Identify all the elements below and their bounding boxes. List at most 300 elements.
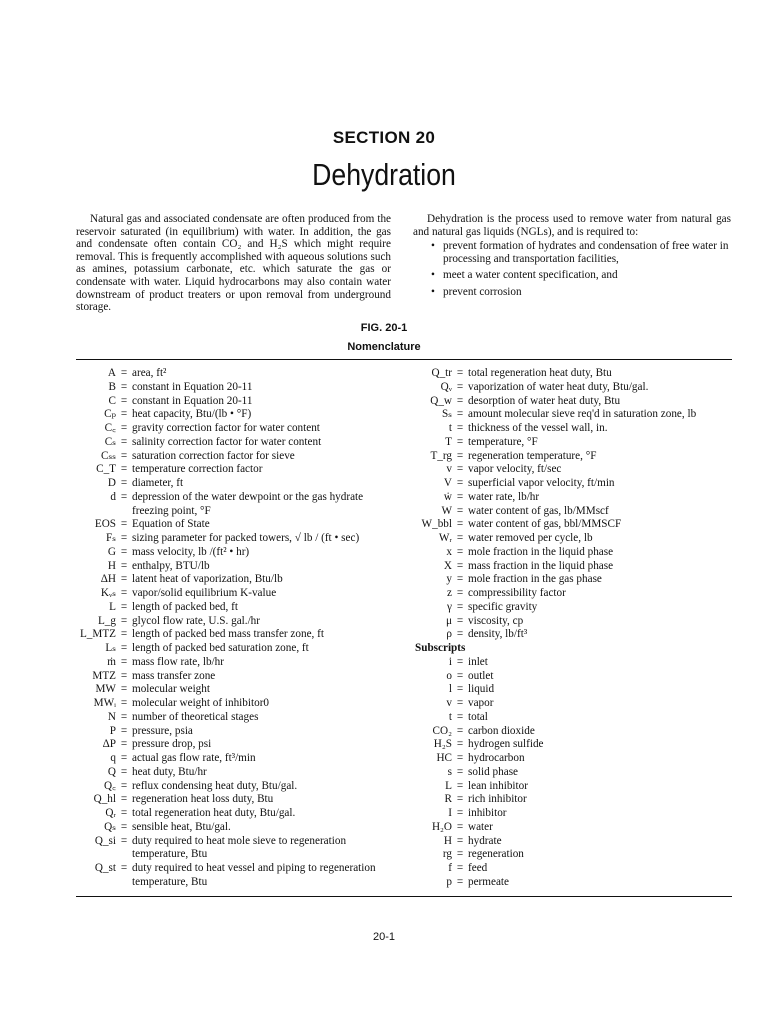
nomenclature-row bbox=[412, 395, 732, 409]
nomenclature-row bbox=[76, 436, 392, 450]
symbol: γ bbox=[447, 600, 452, 613]
definition: duty required to heat mole sieve to regeneration temperature, Btu bbox=[132, 834, 347, 861]
definition: desorption of water heat duty, Btu bbox=[468, 394, 621, 407]
definition: temperature correction factor bbox=[132, 463, 263, 476]
symbol: B bbox=[108, 380, 116, 393]
symbol: W bbox=[441, 504, 452, 517]
symbol: ΔH bbox=[100, 573, 116, 586]
equals-sign: = bbox=[120, 710, 128, 723]
nomenclature-row bbox=[76, 546, 392, 560]
equals-sign: = bbox=[120, 683, 128, 696]
symbol: X bbox=[443, 559, 452, 572]
nomenclature-row bbox=[76, 683, 392, 697]
figure-label: FIG. 20-1 bbox=[360, 322, 408, 334]
definition: molecular weight bbox=[132, 683, 210, 696]
equals-sign: = bbox=[456, 697, 464, 709]
equals-sign: = bbox=[456, 449, 464, 462]
intro-paragraph-right: Dehydration is the process used to remove water from natural gas and natural gas liquids (NGLs), and is required to: bbox=[413, 213, 731, 238]
nomenclature-row bbox=[412, 807, 732, 821]
symbol: MW bbox=[95, 683, 116, 696]
symbol: Q_si bbox=[94, 834, 116, 847]
equals-sign: = bbox=[120, 862, 128, 874]
definition: duty required to heat vessel and piping to regeneration temperature, Btu bbox=[132, 862, 376, 888]
nomenclature-row bbox=[76, 862, 392, 890]
nomenclature-row bbox=[76, 628, 392, 642]
symbol: T_rg bbox=[430, 449, 452, 462]
nomenclature-row bbox=[412, 601, 732, 615]
symbol: CO₂ bbox=[432, 724, 452, 737]
symbol: L bbox=[445, 779, 452, 792]
definition: heat capacity, Btu/(lb • °F) bbox=[132, 408, 252, 421]
symbol: R bbox=[444, 793, 452, 806]
definition: specific gravity bbox=[468, 600, 538, 613]
equals-sign: = bbox=[120, 614, 128, 627]
nomenclature-row bbox=[76, 752, 392, 766]
nomenclature-row bbox=[412, 463, 732, 477]
nomenclature-row bbox=[412, 422, 732, 436]
definition: mass transfer zone bbox=[132, 669, 216, 682]
equals-sign: = bbox=[456, 545, 464, 558]
nomenclature-row bbox=[76, 642, 392, 656]
nomenclature-row bbox=[412, 628, 732, 642]
nomenclature-row bbox=[76, 491, 392, 519]
definition: total bbox=[468, 710, 488, 723]
definition: salinity correction factor for water content bbox=[132, 435, 322, 448]
equals-sign: = bbox=[120, 532, 128, 544]
definition: liquid bbox=[468, 683, 495, 696]
equals-sign: = bbox=[456, 793, 464, 806]
symbol: Qᵥ bbox=[440, 380, 452, 393]
equals-sign: = bbox=[120, 587, 128, 599]
nomenclature-row bbox=[76, 821, 392, 835]
definition: mole fraction in the liquid phase bbox=[468, 545, 614, 558]
equals-sign: = bbox=[120, 573, 128, 586]
symbol: C bbox=[108, 394, 116, 407]
nomenclature-row bbox=[76, 395, 392, 409]
nomenclature-row bbox=[412, 477, 732, 491]
section-label: SECTION 20 bbox=[332, 128, 436, 147]
equals-sign: = bbox=[120, 669, 128, 682]
definition: Equation of State bbox=[132, 518, 210, 531]
symbol: L_MTZ bbox=[79, 628, 116, 641]
definition: permeate bbox=[468, 875, 509, 888]
nomenclature-row bbox=[412, 711, 732, 725]
list-item: • prevent formation of hydrates and condensation of free water in processing and transportation facilities, bbox=[443, 240, 731, 265]
equals-sign: = bbox=[120, 463, 128, 476]
nomenclature-row bbox=[412, 697, 732, 711]
nomenclature-row bbox=[76, 697, 392, 711]
definition: sensible heat, Btu/gal. bbox=[132, 820, 231, 833]
definition: gravity correction factor for water content bbox=[132, 422, 320, 434]
definition: hydrate bbox=[468, 834, 502, 847]
symbol: q bbox=[110, 752, 116, 764]
equals-sign: = bbox=[120, 408, 128, 421]
nomenclature-right-list bbox=[412, 367, 732, 642]
definition: regeneration heat loss duty, Btu bbox=[132, 793, 274, 806]
definition: inlet bbox=[468, 655, 488, 668]
equals-sign: = bbox=[120, 793, 128, 806]
definition: mass fraction in the liquid phase bbox=[468, 559, 614, 572]
nomenclature-row bbox=[412, 766, 732, 780]
subscripts-heading: Subscripts bbox=[415, 642, 466, 654]
definition: water content of gas, lb/MMscf bbox=[468, 504, 609, 517]
table-bottom-rule bbox=[76, 896, 732, 897]
definition: mass velocity, lb /(ft² • hr) bbox=[132, 545, 250, 558]
definition: mole fraction in the gas phase bbox=[468, 573, 602, 586]
nomenclature-row bbox=[76, 573, 392, 587]
nomenclature-row bbox=[412, 408, 732, 422]
equals-sign: = bbox=[456, 490, 464, 503]
definition: reflux condensing heat duty, Btu/gal. bbox=[132, 779, 298, 792]
definition: hydrocarbon bbox=[468, 752, 525, 764]
equals-sign: = bbox=[456, 834, 464, 847]
list-item: • meet a water content specification, and bbox=[443, 269, 731, 282]
nomenclature-row bbox=[412, 491, 732, 505]
symbol: ρ bbox=[446, 628, 452, 641]
nomenclature-row bbox=[76, 615, 392, 629]
symbol: μ bbox=[446, 614, 452, 627]
equals-sign: = bbox=[120, 820, 128, 833]
definition: outlet bbox=[468, 669, 494, 682]
nomenclature-row bbox=[76, 422, 392, 436]
equals-sign: = bbox=[120, 600, 128, 613]
definition: water content of gas, bbl/MMSCF bbox=[468, 518, 622, 531]
nomenclature-row bbox=[76, 367, 392, 381]
symbol: d bbox=[110, 490, 116, 503]
nomenclature-row bbox=[412, 367, 732, 381]
nomenclature-row bbox=[412, 546, 732, 560]
definition: length of packed bed saturation zone, ft bbox=[132, 642, 309, 654]
nomenclature-row bbox=[76, 477, 392, 491]
equals-sign: = bbox=[456, 614, 464, 627]
definition: rich inhibitor bbox=[468, 793, 527, 806]
definition: solid phase bbox=[468, 765, 519, 778]
symbol: z bbox=[447, 587, 452, 599]
equals-sign: = bbox=[456, 752, 464, 764]
nomenclature-row bbox=[76, 656, 392, 670]
equals-sign: = bbox=[456, 628, 464, 641]
symbol: x bbox=[446, 545, 452, 558]
definition: depression of the water dewpoint or the gas hydrate freezing point, °F bbox=[132, 490, 364, 517]
nomenclature-row bbox=[412, 862, 732, 876]
nomenclature-row bbox=[76, 532, 392, 546]
equals-sign: = bbox=[120, 449, 128, 462]
definition: vapor bbox=[468, 697, 494, 709]
equals-sign: = bbox=[120, 834, 128, 847]
symbol: v bbox=[446, 697, 452, 709]
nomenclature-row bbox=[412, 752, 732, 766]
symbol: Q_st bbox=[94, 862, 116, 874]
equals-sign: = bbox=[120, 752, 128, 764]
nomenclature-row bbox=[412, 670, 732, 684]
symbol: V bbox=[443, 477, 452, 489]
equals-sign: = bbox=[120, 697, 128, 709]
definition: actual gas flow rate, ft³/min bbox=[132, 752, 256, 764]
symbol: MWᵢ bbox=[93, 697, 116, 709]
definition: water removed per cycle, lb bbox=[468, 532, 593, 544]
symbol: v bbox=[446, 463, 452, 476]
symbol: o bbox=[446, 669, 452, 682]
definition: mass flow rate, lb/hr bbox=[132, 655, 224, 668]
symbol: Cₛₛ bbox=[100, 449, 116, 462]
symbol: P bbox=[109, 724, 116, 737]
equals-sign: = bbox=[120, 518, 128, 531]
definition: pressure drop, psi bbox=[132, 738, 212, 751]
definition: glycol flow rate, U.S. gal./hr bbox=[132, 614, 261, 627]
symbol: L_g bbox=[97, 614, 116, 627]
equals-sign: = bbox=[120, 422, 128, 434]
equals-sign: = bbox=[120, 477, 128, 489]
symbol: D bbox=[107, 477, 116, 489]
intro-right-block bbox=[413, 213, 731, 303]
symbol: G bbox=[107, 545, 116, 558]
nomenclature-row bbox=[76, 670, 392, 684]
equals-sign: = bbox=[456, 559, 464, 572]
requirements-list bbox=[413, 240, 731, 298]
equals-sign: = bbox=[456, 422, 464, 434]
nomenclature-row bbox=[412, 793, 732, 807]
equals-sign: = bbox=[120, 435, 128, 448]
nomenclature-row bbox=[76, 807, 392, 821]
definition: vapor velocity, ft/sec bbox=[468, 463, 562, 476]
symbol: t bbox=[448, 422, 452, 434]
equals-sign: = bbox=[120, 779, 128, 792]
definition: density, lb/ft³ bbox=[468, 628, 528, 641]
nomenclature-row bbox=[412, 450, 732, 464]
nomenclature-row bbox=[76, 738, 392, 752]
definition: vaporization of water heat duty, Btu/gal. bbox=[468, 380, 649, 393]
equals-sign: = bbox=[456, 848, 464, 861]
equals-sign: = bbox=[456, 380, 464, 393]
definition: amount molecular sieve req'd in saturation zone, lb bbox=[468, 408, 697, 421]
symbol: L bbox=[109, 600, 116, 613]
equals-sign: = bbox=[120, 394, 128, 407]
symbol: Q_tr bbox=[431, 367, 452, 379]
equals-sign: = bbox=[456, 394, 464, 407]
definition: viscosity, cp bbox=[468, 614, 524, 627]
symbol: C_T bbox=[96, 463, 116, 476]
symbol: Kᵥₛ bbox=[100, 587, 116, 599]
symbol: I bbox=[448, 807, 452, 819]
nomenclature-row bbox=[412, 615, 732, 629]
nomenclature-row bbox=[412, 821, 732, 835]
symbol: T bbox=[445, 435, 452, 448]
intro-paragraph-left: Natural gas and associated condensate are often produced from the reservoir saturated (in equilibrium) with water. In addition, the gas and condensate often contain CO₂ and H₂S which might require removal. This is frequently accomplished with aqueous solutions such as amines, potassium carbonate, etc. which saturate the gas or condensate with water. Liquid hydrocarbons may also contain water downstream of product treaters or upon removal from underground storage. bbox=[76, 213, 391, 314]
definition: area, ft² bbox=[132, 367, 167, 379]
equals-sign: = bbox=[120, 724, 128, 737]
page-number: 20-1 bbox=[372, 931, 396, 943]
nomenclature-row bbox=[76, 601, 392, 615]
equals-sign: = bbox=[456, 408, 464, 421]
equals-sign: = bbox=[456, 518, 464, 531]
symbol: rg bbox=[442, 848, 452, 861]
symbol: Sₛ bbox=[442, 408, 452, 421]
nomenclature-row bbox=[76, 450, 392, 464]
nomenclature-row bbox=[412, 725, 732, 739]
definition: thickness of the vessel wall, in. bbox=[468, 422, 608, 434]
definition: length of packed bed mass transfer zone, ft bbox=[132, 628, 324, 641]
page-title: Dehydration bbox=[312, 157, 456, 192]
equals-sign: = bbox=[456, 820, 464, 833]
nomenclature-row bbox=[76, 587, 392, 601]
symbol: Fₛ bbox=[106, 532, 116, 544]
equals-sign: = bbox=[456, 532, 464, 544]
definition: saturation correction factor for sieve bbox=[132, 449, 295, 462]
definition: water bbox=[468, 820, 493, 833]
definition: temperature, °F bbox=[468, 435, 538, 448]
equals-sign: = bbox=[120, 738, 128, 751]
nomenclature-row bbox=[412, 848, 732, 862]
definition: diameter, ft bbox=[132, 477, 184, 489]
definition: inhibitor bbox=[468, 807, 507, 819]
nomenclature-left-column bbox=[76, 367, 392, 890]
nomenclature-right-column bbox=[412, 367, 732, 890]
nomenclature-row bbox=[76, 463, 392, 477]
equals-sign: = bbox=[456, 875, 464, 888]
definition: water rate, lb/hr bbox=[468, 490, 540, 503]
equals-sign: = bbox=[120, 367, 128, 379]
nomenclature-row bbox=[412, 436, 732, 450]
nomenclature-row bbox=[76, 725, 392, 739]
symbol: Q_w bbox=[430, 394, 452, 407]
definition: total regeneration heat duty, Btu/gal. bbox=[132, 807, 296, 819]
definition: regeneration bbox=[468, 848, 524, 861]
definition: pressure, psia bbox=[132, 724, 193, 737]
nomenclature-row bbox=[76, 780, 392, 794]
symbol: Q_hl bbox=[93, 793, 116, 806]
nomenclature-row bbox=[76, 793, 392, 807]
equals-sign: = bbox=[456, 807, 464, 819]
equals-sign: = bbox=[456, 573, 464, 586]
nomenclature-row bbox=[412, 573, 732, 587]
nomenclature-row bbox=[76, 835, 392, 863]
equals-sign: = bbox=[120, 490, 128, 503]
figure-caption: Nomenclature bbox=[347, 341, 421, 353]
equals-sign: = bbox=[456, 600, 464, 613]
symbol: Wᵣ bbox=[438, 532, 452, 544]
nomenclature-row bbox=[76, 560, 392, 574]
nomenclature-row bbox=[412, 505, 732, 519]
definition: number of theoretical stages bbox=[132, 710, 259, 723]
symbol: A bbox=[107, 367, 116, 379]
definition: compressibility factor bbox=[468, 587, 566, 599]
nomenclature-row bbox=[412, 518, 732, 532]
symbol: i bbox=[448, 655, 452, 668]
symbol: l bbox=[448, 683, 452, 696]
definition: constant in Equation 20-11 bbox=[132, 394, 253, 407]
definition: sizing parameter for packed towers, √ lb / (ft • sec) bbox=[132, 532, 360, 544]
definition: enthalpy, BTU/lb bbox=[132, 559, 210, 572]
symbol: Lₛ bbox=[105, 642, 116, 654]
symbol: t bbox=[448, 710, 452, 723]
equals-sign: = bbox=[456, 710, 464, 723]
nomenclature-row bbox=[412, 587, 732, 601]
symbol: ΔP bbox=[102, 738, 116, 751]
equals-sign: = bbox=[456, 587, 464, 599]
definition: superficial vapor velocity, ft/min bbox=[468, 477, 615, 489]
symbol: Qₛ bbox=[104, 820, 116, 833]
equals-sign: = bbox=[456, 862, 464, 874]
equals-sign: = bbox=[456, 738, 464, 751]
equals-sign: = bbox=[456, 367, 464, 379]
definition: length of packed bed, ft bbox=[132, 600, 238, 613]
equals-sign: = bbox=[120, 380, 128, 393]
equals-sign: = bbox=[456, 724, 464, 737]
symbol: ẇ bbox=[443, 490, 452, 503]
nomenclature-row bbox=[412, 381, 732, 395]
equals-sign: = bbox=[120, 655, 128, 668]
nomenclature-row bbox=[412, 835, 732, 849]
symbol: N bbox=[107, 710, 116, 723]
definition: feed bbox=[468, 862, 488, 874]
equals-sign: = bbox=[120, 559, 128, 572]
nomenclature-row bbox=[412, 656, 732, 670]
symbol: ṁ bbox=[107, 655, 116, 668]
nomenclature-row bbox=[412, 738, 732, 752]
equals-sign: = bbox=[456, 683, 464, 696]
symbol: HC bbox=[436, 752, 452, 764]
nomenclature-row bbox=[412, 780, 732, 794]
symbol: Q꜀ bbox=[104, 779, 116, 792]
nomenclature-row bbox=[412, 532, 732, 546]
equals-sign: = bbox=[120, 642, 128, 654]
definition: heat duty, Btu/hr bbox=[132, 765, 207, 778]
nomenclature-row bbox=[412, 560, 732, 574]
definition: molecular weight of inhibitor0 bbox=[132, 697, 270, 709]
symbol: H₂O bbox=[431, 820, 452, 833]
symbol: H bbox=[107, 559, 116, 572]
definition: lean inhibitor bbox=[468, 779, 528, 792]
definition: regeneration temperature, °F bbox=[468, 449, 597, 462]
nomenclature-row bbox=[76, 381, 392, 395]
symbol: p bbox=[446, 875, 452, 888]
nomenclature-row bbox=[76, 518, 392, 532]
definition: hydrogen sulfide bbox=[468, 738, 544, 751]
equals-sign: = bbox=[120, 628, 128, 641]
equals-sign: = bbox=[456, 779, 464, 792]
definition: latent heat of vaporization, Btu/lb bbox=[132, 573, 283, 586]
definition: total regeneration heat duty, Btu bbox=[468, 367, 612, 379]
definition: constant in Equation 20-11 bbox=[132, 380, 253, 393]
symbol: C꜀ bbox=[104, 422, 116, 434]
nomenclature-row bbox=[76, 711, 392, 725]
symbol: Cₚ bbox=[104, 408, 116, 421]
equals-sign: = bbox=[456, 669, 464, 682]
equals-sign: = bbox=[456, 435, 464, 448]
definition: vapor/solid equilibrium K-value bbox=[132, 587, 277, 599]
symbol: f bbox=[448, 862, 452, 874]
nomenclature-row bbox=[76, 408, 392, 422]
symbol: H bbox=[443, 834, 452, 847]
symbol: s bbox=[447, 765, 452, 778]
table-top-rule bbox=[76, 359, 732, 360]
equals-sign: = bbox=[120, 765, 128, 778]
symbol: Qᵣ bbox=[105, 807, 116, 819]
equals-sign: = bbox=[120, 807, 128, 819]
symbol: W_bbl bbox=[421, 518, 452, 531]
equals-sign: = bbox=[456, 655, 464, 668]
nomenclature-row bbox=[412, 683, 732, 697]
symbol: H₂S bbox=[433, 738, 452, 751]
equals-sign: = bbox=[120, 545, 128, 558]
symbol: Q bbox=[107, 765, 116, 778]
equals-sign: = bbox=[456, 504, 464, 517]
symbol: y bbox=[446, 573, 452, 586]
subscripts-list bbox=[412, 656, 732, 890]
equals-sign: = bbox=[456, 477, 464, 489]
equals-sign: = bbox=[456, 765, 464, 778]
symbol: Cₛ bbox=[104, 435, 116, 448]
